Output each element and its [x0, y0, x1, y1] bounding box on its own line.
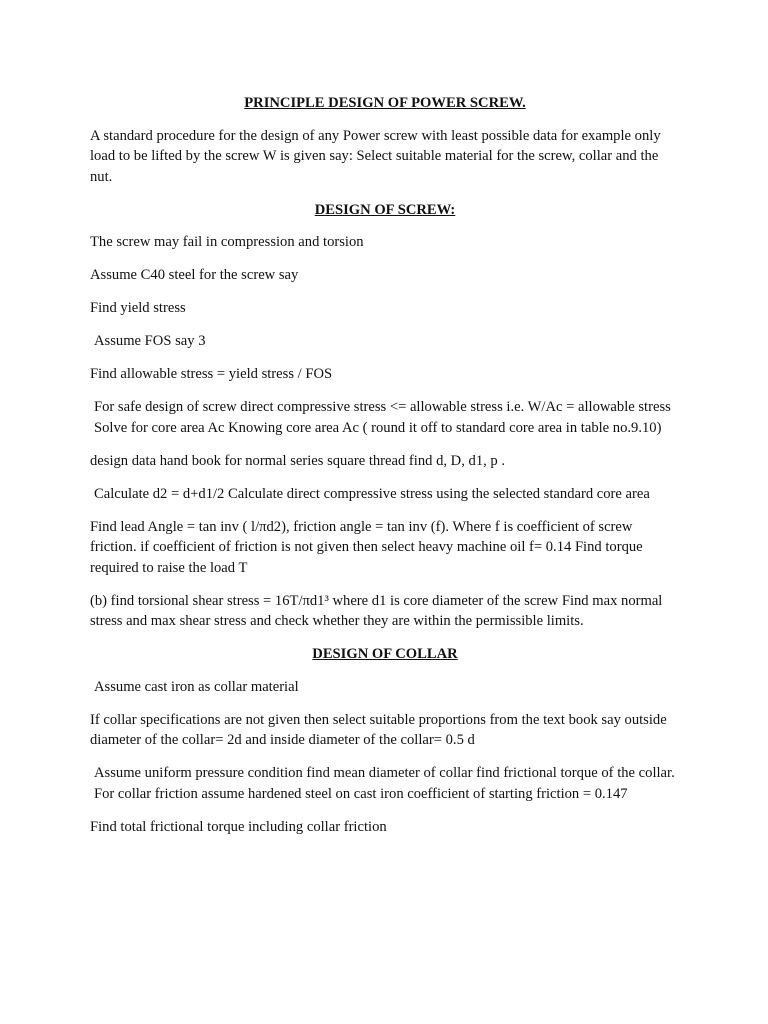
collar-paragraph-1: Assume cast iron as collar material [94, 678, 299, 695]
intro-paragraph: A standard procedure for the design of any Power screw with least possible data for example only load to be lifted by the screw W is given say: Select suitable material for the screw, collar and the nut. [90, 127, 661, 185]
screw-paragraph-10: (b) find torsional shear stress = 16T/πd1³ where d1 is core diameter of the screw Find max normal stress and max shear stress and check whether they are within the permissible limits. [90, 592, 663, 629]
document-page [90, 93, 680, 850]
screw-paragraph-4: Assume FOS say 3 [94, 333, 206, 349]
screw-paragraph-3: Find yield stress [90, 300, 186, 316]
screw-paragraph-9: Find lead Angle = tan inv ( l/πd2), friction angle = tan inv (f). Where f is coefficient of screw friction. if coefficient of friction is not given then select heavy machine oil f= 0.14 Find torque required to raise the load T [90, 518, 643, 576]
collar-paragraph-4: Find total frictional torque including collar friction [90, 818, 387, 835]
screw-paragraph-7: design data hand book for normal series square thread find d, D, d1, p . [90, 452, 506, 469]
screw-paragraph-8: Calculate d2 = d+d1/2 Calculate direct compressive stress using the selected standard core area [94, 485, 650, 502]
screw-paragraph-5: Find allowable stress = yield stress / FOS [90, 366, 333, 382]
screw-paragraph-2: Assume C40 steel for the screw say [90, 267, 299, 283]
document-title: PRINCIPLE DESIGN OF POWER SCREW. [244, 95, 526, 111]
screw-section-heading: DESIGN OF SCREW: [314, 201, 456, 218]
screw-paragraph-6: For safe design of screw direct compressive stress <= allowable stress i.e. W/Ac = allowable stress Solve for core area Ac Knowing core area Ac ( round it off to standard core area in table no.9.10) [94, 399, 671, 436]
collar-paragraph-2: If collar specifications are not given then select suitable proportions from the text book say outside diameter of the collar= 2d and inside diameter of the collar= 0.5 d [90, 711, 667, 748]
collar-paragraph-3: Assume uniform pressure condition find mean diameter of collar find frictional torque of the collar. For collar friction assume hardened steel on cast iron coefficient of starting friction = 0.147 [94, 765, 675, 802]
collar-section-heading: DESIGN OF COLLAR [312, 646, 458, 662]
screw-paragraph-1: The screw may fail in compression and torsion [90, 234, 364, 250]
